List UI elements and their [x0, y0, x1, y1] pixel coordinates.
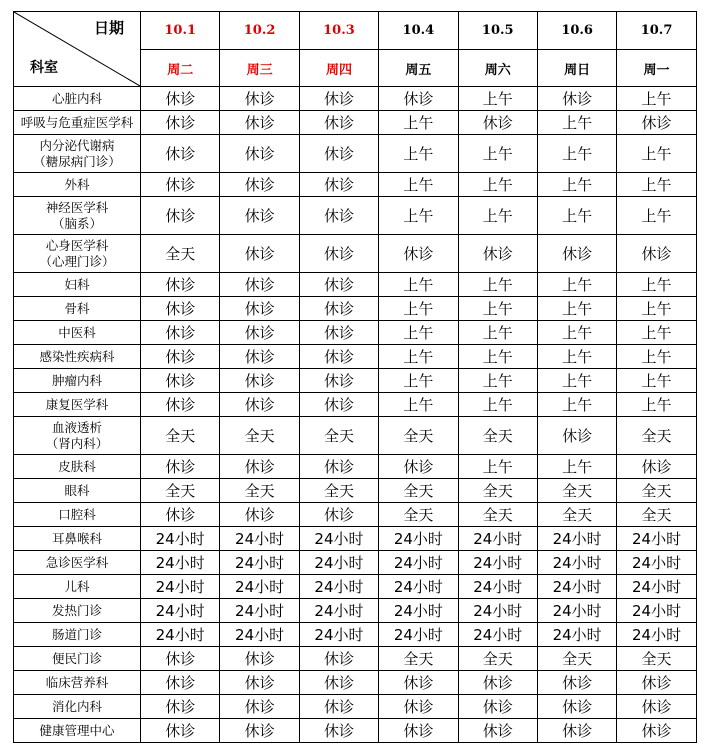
department-name-line: 心身医学科 [45, 237, 109, 253]
schedule-cell: 上午 [458, 369, 537, 393]
corner-header-cell [14, 12, 141, 87]
schedule-cell: 休诊 [617, 671, 696, 695]
schedule-cell: 24小时 [617, 623, 696, 647]
schedule-cell: 休诊 [220, 87, 299, 111]
schedule-cell: 24小时 [458, 575, 537, 599]
schedule-cell: 上午 [537, 393, 616, 417]
schedule-cell: 全天 [220, 417, 299, 455]
table-row [14, 503, 697, 527]
schedule-cell: 全天 [379, 503, 458, 527]
department-name-cell [14, 393, 141, 417]
schedule-cell: 休诊 [141, 671, 220, 695]
department-name-line: 外科 [64, 176, 90, 192]
schedule-cell: 休诊 [537, 417, 616, 455]
schedule-cell: 休诊 [141, 173, 220, 197]
schedule-cell: 休诊 [458, 671, 537, 695]
department-axis-label: 科室 [30, 60, 58, 76]
department-name-line: 便民门诊 [51, 650, 102, 666]
schedule-cell: 休诊 [141, 393, 220, 417]
schedule-cell: 休诊 [379, 455, 458, 479]
department-name-line: 发热门诊 [51, 602, 102, 618]
department-name-line: 心脏内科 [51, 90, 102, 106]
schedule-cell: 24小时 [379, 527, 458, 551]
department-name-line: 急诊医学科 [45, 554, 109, 570]
schedule-cell: 全天 [617, 479, 696, 503]
schedule-cell: 休诊 [299, 87, 378, 111]
holiday-schedule-table [13, 11, 697, 743]
schedule-cell: 休诊 [537, 719, 616, 743]
department-name-cell [14, 321, 141, 345]
schedule-cell: 休诊 [299, 695, 378, 719]
schedule-cell: 24小时 [537, 623, 616, 647]
schedule-cell: 24小时 [537, 527, 616, 551]
date-header-cell: 10.4 [379, 12, 458, 50]
schedule-cell: 24小时 [537, 599, 616, 623]
department-name-cell [14, 551, 141, 575]
schedule-cell: 24小时 [537, 551, 616, 575]
schedule-cell: 休诊 [220, 671, 299, 695]
schedule-cell: 24小时 [141, 527, 220, 551]
department-name-line: 消化内科 [51, 698, 102, 714]
schedule-cell: 全天 [141, 235, 220, 273]
schedule-cell: 休诊 [458, 111, 537, 135]
schedule-cell: 休诊 [299, 173, 378, 197]
weekday-header-cell: 周一 [617, 50, 696, 87]
weekday-header-cell: 周五 [379, 50, 458, 87]
schedule-cell: 休诊 [220, 273, 299, 297]
department-name-cell [14, 345, 141, 369]
schedule-cell: 全天 [379, 479, 458, 503]
schedule-cell: 24小时 [617, 551, 696, 575]
schedule-cell: 休诊 [220, 695, 299, 719]
table-row [14, 197, 697, 235]
schedule-cell: 休诊 [220, 719, 299, 743]
schedule-cell: 全天 [537, 647, 616, 671]
schedule-cell: 24小时 [379, 599, 458, 623]
schedule-cell: 休诊 [141, 503, 220, 527]
table-row [14, 87, 697, 111]
schedule-cell: 休诊 [617, 719, 696, 743]
schedule-cell: 休诊 [220, 235, 299, 273]
schedule-cell: 休诊 [220, 393, 299, 417]
schedule-cell: 上午 [537, 455, 616, 479]
table-row [14, 527, 697, 551]
schedule-cell: 全天 [458, 647, 537, 671]
table-row [14, 235, 697, 273]
schedule-cell: 24小时 [617, 527, 696, 551]
schedule-cell: 上午 [537, 273, 616, 297]
schedule-cell: 全天 [458, 479, 537, 503]
department-name-line: 妇科 [64, 276, 90, 292]
department-name-line: 肿瘤内科 [51, 372, 102, 388]
schedule-cell: 上午 [458, 321, 537, 345]
schedule-cell: 上午 [537, 321, 616, 345]
schedule-cell: 全天 [299, 417, 378, 455]
schedule-cell: 休诊 [299, 197, 378, 235]
schedule-cell: 休诊 [299, 647, 378, 671]
table-row [14, 647, 697, 671]
department-name-line: 呼吸与危重症医学科 [20, 114, 134, 130]
table-row [14, 599, 697, 623]
schedule-cell: 休诊 [299, 321, 378, 345]
table-row [14, 551, 697, 575]
schedule-cell: 上午 [379, 273, 458, 297]
schedule-cell: 全天 [220, 479, 299, 503]
date-header-cell: 10.2 [220, 12, 299, 50]
schedule-cell: 全天 [537, 479, 616, 503]
schedule-cell: 休诊 [379, 235, 458, 273]
schedule-cell: 上午 [617, 369, 696, 393]
department-name-cell [14, 173, 141, 197]
schedule-cell: 上午 [379, 321, 458, 345]
department-name-cell [14, 695, 141, 719]
department-name-line: 肠道门诊 [51, 626, 102, 642]
department-name-cell [14, 503, 141, 527]
schedule-cell: 全天 [141, 479, 220, 503]
department-name-cell [14, 647, 141, 671]
date-header-cell: 10.5 [458, 12, 537, 50]
date-header-cell: 10.7 [617, 12, 696, 50]
schedule-cell: 休诊 [220, 173, 299, 197]
department-name-cell [14, 135, 141, 173]
schedule-cell: 上午 [458, 197, 537, 235]
department-name-line: 临床营养科 [45, 674, 109, 690]
table-row [14, 719, 697, 743]
schedule-cell: 上午 [617, 87, 696, 111]
table-row [14, 297, 697, 321]
schedule-cell: 24小时 [299, 527, 378, 551]
schedule-cell: 上午 [537, 111, 616, 135]
schedule-cell: 24小时 [617, 575, 696, 599]
schedule-cell: 上午 [537, 173, 616, 197]
department-name-line: 感染性疾病科 [39, 348, 115, 364]
schedule-cell: 休诊 [141, 197, 220, 235]
schedule-cell: 上午 [379, 173, 458, 197]
schedule-cell: 上午 [617, 321, 696, 345]
schedule-cell: 休诊 [299, 135, 378, 173]
department-name-cell [14, 273, 141, 297]
department-name-cell [14, 575, 141, 599]
department-name-cell [14, 527, 141, 551]
schedule-cell: 上午 [537, 297, 616, 321]
table-row [14, 393, 697, 417]
schedule-cell: 24小时 [141, 551, 220, 575]
schedule-cell: 上午 [458, 135, 537, 173]
schedule-cell: 24小时 [379, 575, 458, 599]
schedule-cell: 全天 [299, 479, 378, 503]
schedule-cell: 休诊 [299, 393, 378, 417]
department-name-cell [14, 297, 141, 321]
schedule-cell: 上午 [379, 197, 458, 235]
schedule-cell: 休诊 [220, 345, 299, 369]
schedule-cell: 上午 [458, 173, 537, 197]
schedule-cell: 休诊 [220, 455, 299, 479]
weekday-header-cell: 周六 [458, 50, 537, 87]
schedule-cell: 休诊 [220, 111, 299, 135]
schedule-cell: 休诊 [537, 87, 616, 111]
schedule-cell: 24小时 [299, 551, 378, 575]
schedule-cell: 休诊 [141, 273, 220, 297]
schedule-cell: 上午 [537, 345, 616, 369]
department-name-cell [14, 455, 141, 479]
schedule-cell: 休诊 [617, 235, 696, 273]
department-name-cell [14, 671, 141, 695]
schedule-cell: 24小时 [220, 527, 299, 551]
weekday-header-cell: 周三 [220, 50, 299, 87]
table-row [14, 369, 697, 393]
schedule-cell: 休诊 [220, 503, 299, 527]
schedule-cell: 休诊 [379, 87, 458, 111]
schedule-cell: 休诊 [220, 297, 299, 321]
schedule-cell: 休诊 [299, 455, 378, 479]
schedule-cell: 休诊 [141, 297, 220, 321]
table-row [14, 695, 697, 719]
schedule-cell: 上午 [537, 369, 616, 393]
department-name-cell [14, 417, 141, 455]
schedule-cell: 休诊 [537, 235, 616, 273]
department-name-line: （肾内科） [45, 435, 109, 451]
schedule-cell: 全天 [617, 647, 696, 671]
schedule-cell: 休诊 [617, 455, 696, 479]
department-name-cell [14, 369, 141, 393]
schedule-cell: 休诊 [141, 695, 220, 719]
schedule-cell: 休诊 [141, 647, 220, 671]
schedule-cell: 全天 [458, 417, 537, 455]
date-header-cell: 10.1 [141, 12, 220, 50]
schedule-cell: 上午 [458, 87, 537, 111]
schedule-cell: 24小时 [458, 599, 537, 623]
schedule-cell: 休诊 [299, 369, 378, 393]
department-name-line: 眼科 [64, 482, 90, 498]
schedule-cell: 全天 [617, 417, 696, 455]
schedule-cell: 休诊 [141, 135, 220, 173]
table-row [14, 135, 697, 173]
schedule-cell: 全天 [379, 417, 458, 455]
department-name-line: （心理门诊） [39, 253, 115, 269]
date-header-cell: 10.6 [537, 12, 616, 50]
table-row [14, 173, 697, 197]
department-name-cell [14, 719, 141, 743]
table-row [14, 455, 697, 479]
department-name-cell [14, 197, 141, 235]
schedule-cell: 24小时 [141, 599, 220, 623]
table-row [14, 479, 697, 503]
table-row [14, 273, 697, 297]
schedule-cell: 上午 [458, 455, 537, 479]
department-name-cell [14, 479, 141, 503]
department-name-line: 神经医学科 [45, 199, 109, 215]
department-name-cell [14, 87, 141, 111]
schedule-cell: 24小时 [617, 599, 696, 623]
table-row [14, 417, 697, 455]
schedule-cell: 休诊 [141, 719, 220, 743]
table-row [14, 345, 697, 369]
schedule-cell: 24小时 [220, 623, 299, 647]
schedule-body [14, 87, 697, 743]
schedule-cell: 全天 [458, 503, 537, 527]
schedule-cell: 上午 [617, 135, 696, 173]
schedule-cell: 上午 [458, 345, 537, 369]
weekday-header-cell: 周四 [299, 50, 378, 87]
schedule-cell: 24小时 [299, 623, 378, 647]
table-row [14, 575, 697, 599]
department-name-line: 康复医学科 [45, 396, 109, 412]
table-row [14, 111, 697, 135]
schedule-cell: 全天 [379, 647, 458, 671]
weekday-header-cell: 周日 [537, 50, 616, 87]
schedule-cell: 休诊 [299, 719, 378, 743]
department-name-line: 中医科 [58, 324, 96, 340]
schedule-cell: 休诊 [299, 345, 378, 369]
schedule-cell: 24小时 [299, 599, 378, 623]
schedule-cell: 休诊 [458, 695, 537, 719]
schedule-cell: 全天 [617, 503, 696, 527]
schedule-cell: 休诊 [537, 671, 616, 695]
table-row [14, 623, 697, 647]
department-name-line: 内分泌代谢病 [39, 137, 115, 153]
schedule-cell: 休诊 [299, 671, 378, 695]
schedule-cell: 上午 [458, 393, 537, 417]
schedule-cell: 上午 [617, 345, 696, 369]
schedule-cell: 上午 [379, 297, 458, 321]
schedule-cell: 休诊 [141, 87, 220, 111]
schedule-cell: 上午 [537, 197, 616, 235]
table-row [14, 671, 697, 695]
department-name-cell [14, 623, 141, 647]
schedule-cell: 休诊 [299, 297, 378, 321]
schedule-cell: 24小时 [379, 551, 458, 575]
schedule-cell: 休诊 [220, 197, 299, 235]
schedule-cell: 休诊 [458, 719, 537, 743]
schedule-cell: 休诊 [220, 321, 299, 345]
date-header-cell: 10.3 [299, 12, 378, 50]
schedule-cell: 24小时 [537, 575, 616, 599]
schedule-cell: 休诊 [537, 695, 616, 719]
department-name-cell [14, 599, 141, 623]
schedule-cell: 上午 [379, 111, 458, 135]
schedule-cell: 上午 [617, 173, 696, 197]
department-name-line: （糖尿病门诊） [33, 153, 121, 169]
schedule-cell: 休诊 [299, 235, 378, 273]
schedule-cell: 休诊 [220, 369, 299, 393]
schedule-cell: 24小时 [458, 551, 537, 575]
schedule-cell: 休诊 [141, 321, 220, 345]
department-name-line: 血液透析 [51, 419, 102, 435]
schedule-cell: 24小时 [141, 623, 220, 647]
department-name-line: 儿科 [64, 578, 90, 594]
schedule-cell: 休诊 [141, 455, 220, 479]
schedule-cell: 上午 [537, 135, 616, 173]
schedule-cell: 休诊 [299, 503, 378, 527]
schedule-cell: 上午 [617, 393, 696, 417]
schedule-cell: 全天 [537, 503, 616, 527]
schedule-cell: 休诊 [379, 719, 458, 743]
weekday-header-cell: 周二 [141, 50, 220, 87]
date-header-row [14, 12, 697, 50]
schedule-cell: 上午 [458, 273, 537, 297]
schedule-cell: 上午 [379, 393, 458, 417]
department-name-line: （脑系） [51, 215, 102, 231]
schedule-cell: 上午 [379, 135, 458, 173]
department-name-cell [14, 111, 141, 135]
schedule-cell: 24小时 [220, 575, 299, 599]
schedule-cell: 上午 [379, 369, 458, 393]
schedule-cell: 休诊 [141, 111, 220, 135]
schedule-cell: 休诊 [141, 369, 220, 393]
department-name-line: 健康管理中心 [39, 722, 115, 738]
table-row [14, 321, 697, 345]
date-axis-label: 日期 [93, 19, 124, 37]
schedule-cell: 休诊 [299, 111, 378, 135]
department-name-line: 皮肤科 [58, 458, 96, 474]
schedule-cell: 上午 [617, 297, 696, 321]
department-name-line: 耳鼻喉科 [51, 530, 102, 546]
schedule-cell: 24小时 [220, 599, 299, 623]
schedule-cell: 24小时 [458, 527, 537, 551]
schedule-cell: 全天 [141, 417, 220, 455]
schedule-cell: 24小时 [220, 551, 299, 575]
schedule-cell: 24小时 [299, 575, 378, 599]
schedule-cell: 休诊 [617, 111, 696, 135]
schedule-cell: 休诊 [617, 695, 696, 719]
schedule-cell: 休诊 [379, 671, 458, 695]
schedule-cell: 休诊 [220, 135, 299, 173]
schedule-cell: 休诊 [220, 647, 299, 671]
department-name-line: 骨科 [64, 300, 90, 316]
schedule-cell: 上午 [617, 197, 696, 235]
schedule-cell: 24小时 [141, 575, 220, 599]
department-name-cell [14, 235, 141, 273]
schedule-cell: 休诊 [379, 695, 458, 719]
schedule-cell: 24小时 [379, 623, 458, 647]
schedule-cell: 休诊 [458, 235, 537, 273]
department-name-line: 口腔科 [58, 506, 96, 522]
schedule-cell: 上午 [458, 297, 537, 321]
schedule-cell: 上午 [617, 273, 696, 297]
schedule-cell: 24小时 [458, 623, 537, 647]
schedule-cell: 上午 [379, 345, 458, 369]
schedule-cell: 休诊 [299, 273, 378, 297]
schedule-cell: 休诊 [141, 345, 220, 369]
